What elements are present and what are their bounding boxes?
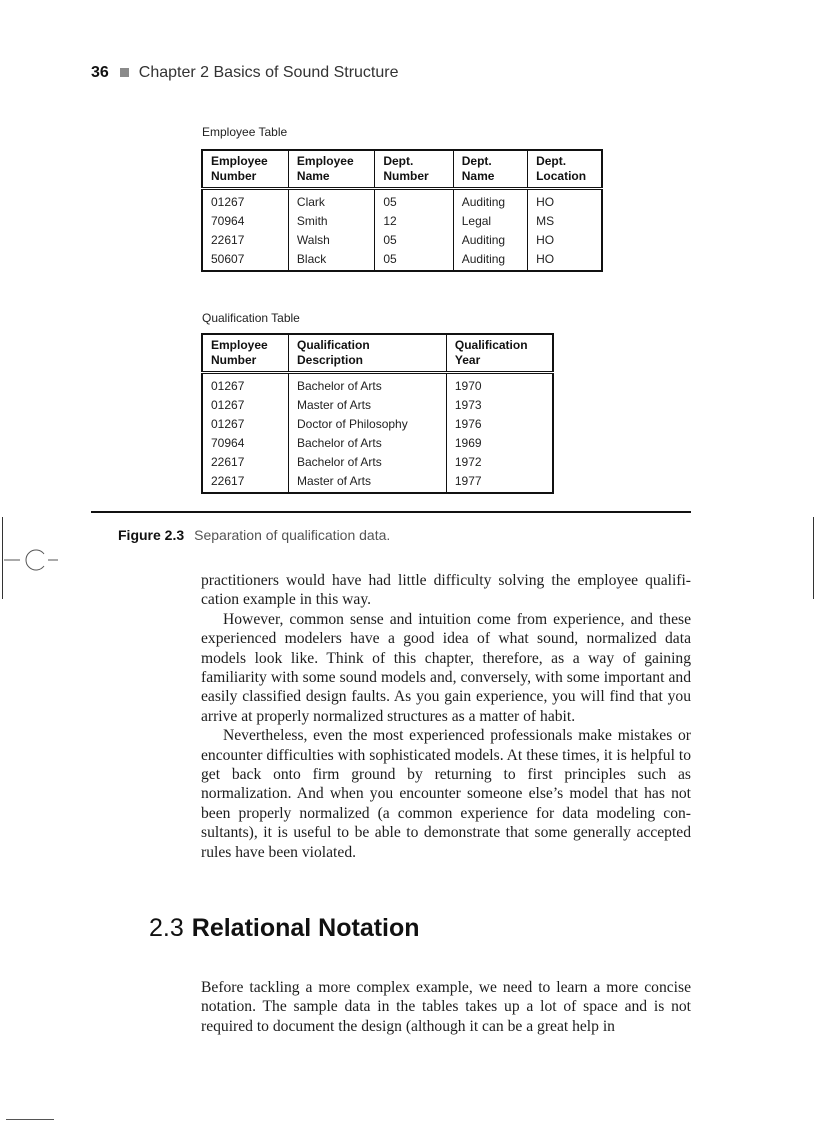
table-cell: 01267 bbox=[211, 379, 245, 393]
table-row bbox=[202, 395, 553, 414]
section-title: Relational Notation bbox=[191, 914, 420, 942]
table-row bbox=[202, 471, 553, 493]
table-cell: 50607 bbox=[211, 252, 245, 266]
table-row bbox=[202, 414, 553, 433]
table-cell: 01267 bbox=[211, 195, 245, 209]
table-cell: 05 bbox=[375, 189, 453, 212]
column-header-line: Employee bbox=[211, 338, 268, 352]
column-header-line: Qualification bbox=[454, 338, 528, 352]
table-cell: Black bbox=[288, 249, 374, 271]
page-number: 36 bbox=[91, 64, 109, 81]
figure-rule bbox=[91, 511, 691, 513]
column-header bbox=[202, 334, 288, 373]
paragraph: Nevertheless, even the most experienced professionals make mistakes or encounter difficulties with sophisticated models. At these times, it is helpful to get back onto firm ground by returning to first principles such as normalization. And when you encounter someone else’s model that has not been properly normalized (a common experience for data modeling con-sultants), it is useful to be able to demonstrate that some generally accepted rules have been violated. bbox=[201, 727, 691, 861]
table-header-row bbox=[202, 150, 602, 189]
table-cell: HO bbox=[528, 189, 602, 212]
column-header-line: Number bbox=[211, 353, 257, 367]
table-cell: 22617 bbox=[211, 233, 245, 247]
table-cell: HO bbox=[528, 230, 602, 249]
column-header bbox=[288, 334, 446, 373]
table-cell: Auditing bbox=[453, 230, 527, 249]
paragraph: However, common sense and intuition come from experience, and these experienced modelers have a good idea of what sound, normalized data models look like. Think of this chapter, therefore, as a way of gaining familiarity with some sound models and, conversely, with some important and easily classified design faults. As you gain experience, you will find that you arrive at properly normalized structures as a matter of habit. bbox=[201, 610, 691, 725]
table-row bbox=[202, 452, 553, 471]
column-header-line: Employee bbox=[211, 154, 268, 168]
figure-label: Figure 2.3 bbox=[118, 527, 185, 543]
column-header bbox=[446, 334, 553, 373]
table-cell: 1973 bbox=[446, 395, 553, 414]
table-cell: 22617 bbox=[211, 455, 245, 469]
square-bullet-icon bbox=[120, 68, 129, 77]
column-header bbox=[202, 150, 288, 189]
table-row bbox=[202, 230, 602, 249]
table-cell: 01267 bbox=[211, 417, 245, 431]
table-cell: 70964 bbox=[211, 214, 245, 228]
table-cell: Walsh bbox=[288, 230, 374, 249]
column-header-line: Qualification bbox=[296, 338, 370, 352]
section-number: 2.3 bbox=[149, 914, 184, 942]
table-cell: Clark bbox=[288, 189, 374, 212]
table-cell: 1970 bbox=[446, 373, 553, 396]
table-cell: 05 bbox=[375, 249, 453, 271]
column-header-line: Name bbox=[296, 169, 330, 183]
column-header-line: Location bbox=[536, 169, 587, 183]
table-cell: 1976 bbox=[446, 414, 553, 433]
employee-table-caption: Employee Table bbox=[202, 125, 288, 139]
table-cell: Auditing bbox=[453, 189, 527, 212]
body-text bbox=[201, 571, 691, 862]
registration-mark-icon bbox=[0, 548, 60, 572]
crop-mark bbox=[6, 1119, 54, 1120]
qualification-table bbox=[201, 333, 554, 494]
table-cell: Bachelor of Arts bbox=[288, 433, 446, 452]
right-margin-line bbox=[813, 517, 814, 599]
table-row bbox=[202, 211, 602, 230]
column-header-line: Description bbox=[296, 353, 363, 367]
table-cell: Master of Arts bbox=[288, 471, 446, 493]
employee-table bbox=[201, 149, 603, 272]
column-header-line: Dept. bbox=[536, 154, 567, 168]
table-cell: HO bbox=[528, 249, 602, 271]
table-cell: MS bbox=[528, 211, 602, 230]
table-header-row bbox=[202, 334, 553, 373]
figure-caption bbox=[118, 527, 390, 543]
table-cell: Smith bbox=[288, 211, 374, 230]
column-header bbox=[528, 150, 602, 189]
table-row bbox=[202, 249, 602, 271]
section-heading bbox=[149, 914, 420, 943]
qualification-table-caption: Qualification Table bbox=[202, 311, 300, 325]
column-header-line: Employee bbox=[296, 154, 354, 168]
table-cell: 01267 bbox=[211, 398, 245, 412]
paragraph: practitioners would have had little difficulty solving the employee qualifi-cation example in this way. bbox=[201, 572, 691, 609]
column-header-line: Dept. bbox=[383, 154, 414, 168]
table-cell: Bachelor of Arts bbox=[288, 373, 446, 396]
table-cell: 12 bbox=[375, 211, 453, 230]
table-cell: Auditing bbox=[453, 249, 527, 271]
column-header bbox=[453, 150, 527, 189]
table-row bbox=[202, 433, 553, 452]
paragraph: Before tackling a more complex example, we need to learn a more concise notation. The sample data in the tables takes up a lot of space and is not required to document the design (although it can be a great help in bbox=[201, 979, 691, 1035]
table-row bbox=[202, 373, 553, 396]
running-header bbox=[91, 64, 399, 82]
section-body-text bbox=[201, 978, 691, 1036]
table-cell: 22617 bbox=[211, 474, 245, 488]
column-header bbox=[375, 150, 453, 189]
column-header-line: Year bbox=[454, 353, 481, 367]
chapter-title: Chapter 2 Basics of Sound Structure bbox=[138, 64, 399, 81]
column-header-line: Number bbox=[383, 169, 429, 183]
column-header-line: Number bbox=[211, 169, 257, 183]
figure-caption-text: Separation of qualification data. bbox=[194, 527, 391, 543]
column-header bbox=[288, 150, 374, 189]
table-cell: 05 bbox=[375, 230, 453, 249]
table-cell: Legal bbox=[453, 211, 527, 230]
table-cell: 1977 bbox=[446, 471, 553, 493]
table-cell: Doctor of Philosophy bbox=[288, 414, 446, 433]
column-header-line: Name bbox=[461, 169, 495, 183]
table-row bbox=[202, 189, 602, 212]
column-header-line: Dept. bbox=[461, 154, 492, 168]
table-cell: 1969 bbox=[446, 433, 553, 452]
table-cell: Master of Arts bbox=[288, 395, 446, 414]
table-cell: Bachelor of Arts bbox=[288, 452, 446, 471]
table-cell: 1972 bbox=[446, 452, 553, 471]
table-cell: 70964 bbox=[211, 436, 245, 450]
